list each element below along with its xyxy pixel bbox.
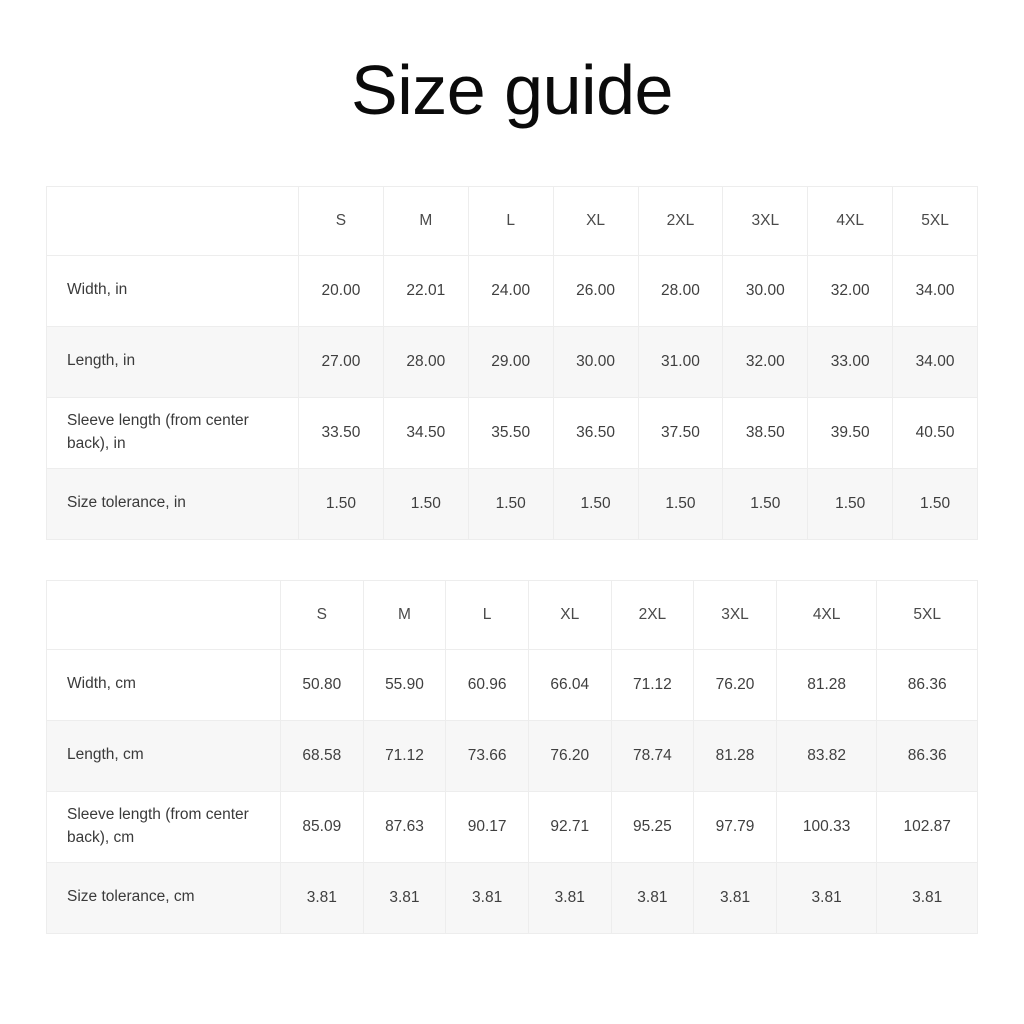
header-cell-5xl: 5XL: [893, 186, 978, 255]
cell-width-cm-m: 55.90: [363, 649, 446, 720]
header-cell-m: M: [383, 186, 468, 255]
header-cell-s: S: [281, 580, 364, 649]
cell-length-cm-2xl: 78.74: [611, 720, 694, 791]
row-label-length-cm: Length, cm: [47, 720, 281, 791]
cell-sleeve-cm-xl: 92.71: [528, 791, 611, 862]
cell-length-in-l: 29.00: [468, 326, 553, 397]
cell-sleeve-cm-4xl: 100.33: [776, 791, 877, 862]
cell-tolerance-in-2xl: 1.50: [638, 468, 723, 539]
cell-width-in-4xl: 32.00: [808, 255, 893, 326]
header-cell-s: S: [299, 186, 384, 255]
cell-width-cm-s: 50.80: [281, 649, 364, 720]
cell-sleeve-in-5xl: 40.50: [893, 397, 978, 468]
cell-sleeve-cm-2xl: 95.25: [611, 791, 694, 862]
header-cell-2xl: 2XL: [611, 580, 694, 649]
cell-sleeve-in-l: 35.50: [468, 397, 553, 468]
header-cell-blank: [47, 580, 281, 649]
cell-width-cm-4xl: 81.28: [776, 649, 877, 720]
cell-tolerance-in-xl: 1.50: [553, 468, 638, 539]
cell-width-in-xl: 26.00: [553, 255, 638, 326]
cell-sleeve-cm-3xl: 97.79: [694, 791, 777, 862]
cell-length-in-xl: 30.00: [553, 326, 638, 397]
header-cell-xl: XL: [528, 580, 611, 649]
cell-sleeve-in-s: 33.50: [299, 397, 384, 468]
header-cell-xl: XL: [553, 186, 638, 255]
table-row: [47, 862, 978, 933]
header-cell-3xl: 3XL: [723, 186, 808, 255]
cell-width-cm-5xl: 86.36: [877, 649, 978, 720]
cell-sleeve-in-xl: 36.50: [553, 397, 638, 468]
cell-width-in-2xl: 28.00: [638, 255, 723, 326]
centimeters-table-container: [22, 580, 1002, 934]
table-header-row: [47, 186, 978, 255]
cell-tolerance-in-l: 1.50: [468, 468, 553, 539]
cell-sleeve-in-3xl: 38.50: [723, 397, 808, 468]
table-row: [47, 649, 978, 720]
cell-length-in-4xl: 33.00: [808, 326, 893, 397]
cell-tolerance-cm-m: 3.81: [363, 862, 446, 933]
cell-length-cm-l: 73.66: [446, 720, 529, 791]
cell-width-in-3xl: 30.00: [723, 255, 808, 326]
cell-length-cm-3xl: 81.28: [694, 720, 777, 791]
cell-sleeve-in-m: 34.50: [383, 397, 468, 468]
cell-length-in-s: 27.00: [299, 326, 384, 397]
cell-sleeve-cm-s: 85.09: [281, 791, 364, 862]
cell-tolerance-in-s: 1.50: [299, 468, 384, 539]
table-row: [47, 255, 978, 326]
row-label-sleeve-cm: Sleeve length (from center back), cm: [47, 791, 281, 862]
cell-length-in-m: 28.00: [383, 326, 468, 397]
centimeters-table-body: [47, 649, 978, 933]
cell-tolerance-cm-l: 3.81: [446, 862, 529, 933]
cell-width-in-5xl: 34.00: [893, 255, 978, 326]
cell-length-cm-xl: 76.20: [528, 720, 611, 791]
cell-tolerance-in-3xl: 1.50: [723, 468, 808, 539]
cell-width-in-l: 24.00: [468, 255, 553, 326]
table-row: [47, 468, 978, 539]
page-title: Size guide: [351, 51, 673, 129]
inches-table-header: [47, 186, 978, 255]
cell-length-cm-5xl: 86.36: [877, 720, 978, 791]
cell-tolerance-in-5xl: 1.50: [893, 468, 978, 539]
row-label-tolerance-cm: Size tolerance, cm: [47, 862, 281, 933]
cell-tolerance-cm-xl: 3.81: [528, 862, 611, 933]
cell-sleeve-in-2xl: 37.50: [638, 397, 723, 468]
cell-sleeve-cm-5xl: 102.87: [877, 791, 978, 862]
cell-length-in-2xl: 31.00: [638, 326, 723, 397]
header-cell-5xl: 5XL: [877, 580, 978, 649]
row-label-length-in: Length, in: [47, 326, 299, 397]
table-row: [47, 720, 978, 791]
cell-tolerance-cm-4xl: 3.81: [776, 862, 877, 933]
cell-width-in-s: 20.00: [299, 255, 384, 326]
inches-table: [46, 186, 978, 540]
cell-tolerance-cm-2xl: 3.81: [611, 862, 694, 933]
cell-width-cm-2xl: 71.12: [611, 649, 694, 720]
row-label-width-cm: Width, cm: [47, 649, 281, 720]
header-cell-2xl: 2XL: [638, 186, 723, 255]
row-label-width-in: Width, in: [47, 255, 299, 326]
centimeters-table: [46, 580, 978, 934]
row-label-sleeve-in: Sleeve length (from center back), in: [47, 397, 299, 468]
cell-sleeve-in-4xl: 39.50: [808, 397, 893, 468]
row-label-tolerance-in: Size tolerance, in: [47, 468, 299, 539]
cell-tolerance-cm-s: 3.81: [281, 862, 364, 933]
cell-width-cm-xl: 66.04: [528, 649, 611, 720]
cell-length-cm-s: 68.58: [281, 720, 364, 791]
centimeters-table-header: [47, 580, 978, 649]
header-cell-blank: [47, 186, 299, 255]
cell-length-cm-4xl: 83.82: [776, 720, 877, 791]
cell-width-cm-l: 60.96: [446, 649, 529, 720]
table-header-row: [47, 580, 978, 649]
cell-tolerance-in-m: 1.50: [383, 468, 468, 539]
table-row: [47, 326, 978, 397]
cell-sleeve-cm-l: 90.17: [446, 791, 529, 862]
cell-sleeve-cm-m: 87.63: [363, 791, 446, 862]
inches-table-body: [47, 255, 978, 539]
header-cell-l: L: [468, 186, 553, 255]
cell-length-in-5xl: 34.00: [893, 326, 978, 397]
cell-width-cm-3xl: 76.20: [694, 649, 777, 720]
table-row: [47, 397, 978, 468]
cell-length-cm-m: 71.12: [363, 720, 446, 791]
cell-width-in-m: 22.01: [383, 255, 468, 326]
cell-length-in-3xl: 32.00: [723, 326, 808, 397]
inches-table-container: [22, 186, 1002, 540]
cell-tolerance-cm-5xl: 3.81: [877, 862, 978, 933]
table-row: [47, 791, 978, 862]
cell-tolerance-in-4xl: 1.50: [808, 468, 893, 539]
header-cell-4xl: 4XL: [808, 186, 893, 255]
header-cell-l: L: [446, 580, 529, 649]
header-cell-m: M: [363, 580, 446, 649]
cell-tolerance-cm-3xl: 3.81: [694, 862, 777, 933]
header-cell-4xl: 4XL: [776, 580, 877, 649]
header-cell-3xl: 3XL: [694, 580, 777, 649]
